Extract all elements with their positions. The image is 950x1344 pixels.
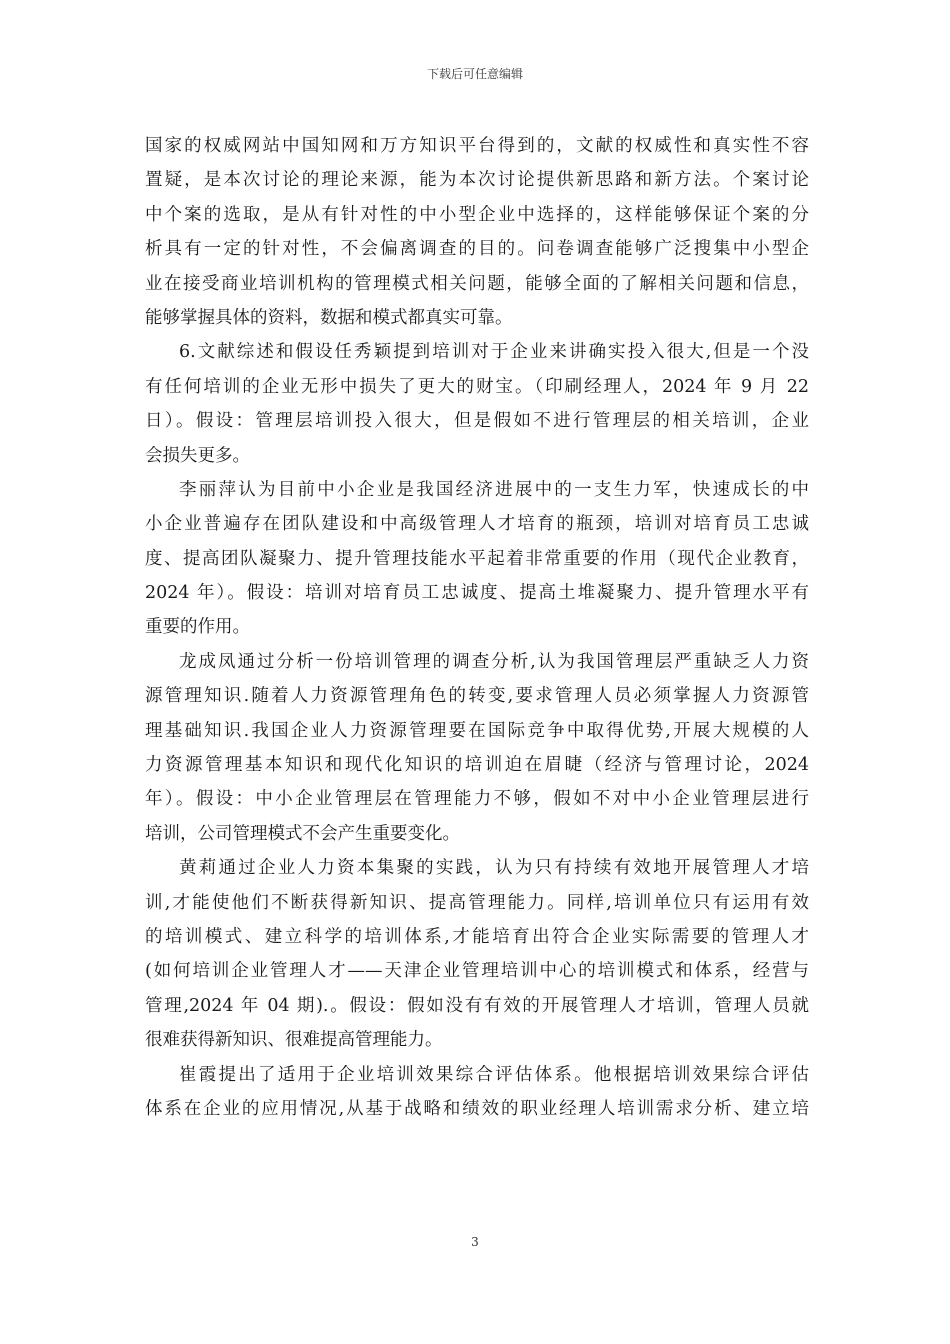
- text-line: 会损失更多。: [145, 445, 250, 466]
- text-line: 重要的作用。: [145, 617, 250, 638]
- text-line: 国家的权威网站中国知网和万方知识平台得到的，文献的权威性和真实性不容: [145, 136, 809, 156]
- paragraph: [145, 645, 809, 851]
- paragraph: [145, 1058, 809, 1127]
- text-line: 很难获得新知识、很难提高管理能力。: [145, 1030, 443, 1051]
- text-line: 年）。假设：中小企业管理层在管理能力不够，假如不对中小企业管理层进行: [145, 789, 809, 810]
- text-line: 源管理知识.随着人力资源管理角色的转变,要求管理人员必须掌握人力资源管: [145, 686, 809, 707]
- text-line: 度、提高团队凝聚力、提升管理技能水平起着非常重要的作用（现代企业教育，: [145, 548, 809, 569]
- text-line: 日）。假设：管理层培训投入很大，但是假如不进行管理层的相关培训，企业: [145, 411, 809, 432]
- text-line: 能够掌握具体的资料，数据和模式都真实可靠。: [145, 307, 513, 328]
- page-number: 3: [471, 1235, 479, 1249]
- text-line: 理基础知识.我国企业人力资源管理要在国际竞争中取得优势,开展大规模的人: [145, 720, 809, 741]
- text-line: 管理,2024 年 04 期).。假设：假如没有有效的开展管理人才培训，管理人员就: [145, 995, 809, 1016]
- text-line: 业在接受商业培训机构的管理模式相关问题，能够全面的了解相关问题和信息，: [145, 273, 809, 294]
- text-line: 训,才能使他们不断获得新知识、提高管理能力。同样,培训单位只有运用有效: [145, 892, 809, 913]
- body-text: [145, 129, 809, 1126]
- text-line: 龙成凤通过分析一份培训管理的调查分析,认为我国管理层严重缺乏人力资: [179, 651, 809, 672]
- paragraph: [145, 129, 809, 335]
- text-line: 有任何培训的企业无形中损失了更大的财宝。（印刷经理人，2024 年 9 月 22: [145, 376, 809, 397]
- text-line: (如何培训企业管理人才——天津企业管理培训中心的培训模式和体系，经营与: [145, 961, 809, 982]
- text-line: 小企业普遍存在团队建设和中高级管理人才培育的瓶颈，培训对培育员工忠诚: [145, 514, 809, 535]
- paragraph: [145, 335, 809, 473]
- text-line: 置疑，是本次讨论的理论来源，能为本次讨论提供新思路和新方法。个案讨论: [145, 170, 809, 191]
- paragraph: [145, 851, 809, 1057]
- text-line: 6.文献综述和假设任秀颖提到培训对于企业来讲确实投入很大,但是一个没: [179, 342, 809, 363]
- text-line: 的培训模式、建立科学的培训体系,才能培育出符合企业实际需要的管理人才: [145, 926, 809, 947]
- paragraph: [145, 473, 809, 645]
- text-line: 培训，公司管理模式不会产生重要变化。: [145, 823, 460, 844]
- text-line: 黄莉通过企业人力资本集聚的实践，认为只有持续有效地开展管理人才培: [179, 858, 809, 879]
- text-line: 崔霞提出了适用于企业培训效果综合评估体系。他根据培训效果综合评估: [179, 1064, 809, 1085]
- page-header: 下载后可任意编辑: [426, 67, 523, 81]
- text-line: 体系在企业的应用情况,从基于战略和绩效的职业经理人培训需求分析、建立培: [145, 1098, 809, 1119]
- text-line: 力资源管理基本知识和现代化知识的培训迫在眉睫（经济与管理讨论，2024: [145, 755, 809, 776]
- text-line: 中个案的选取，是从有针对性的中小型企业中选择的，这样能够保证个案的分: [145, 204, 809, 225]
- text-line: 2024 年）。假设：培训对培育员工忠诚度、提高土堆凝聚力、提升管理水平有: [145, 583, 809, 604]
- text-line: 析具有一定的针对性，不会偏离调查的目的。问卷调查能够广泛搜集中小型企: [145, 239, 809, 260]
- text-line: 李丽萍认为目前中小企业是我国经济进展中的一支生力军，快速成长的中: [179, 479, 809, 500]
